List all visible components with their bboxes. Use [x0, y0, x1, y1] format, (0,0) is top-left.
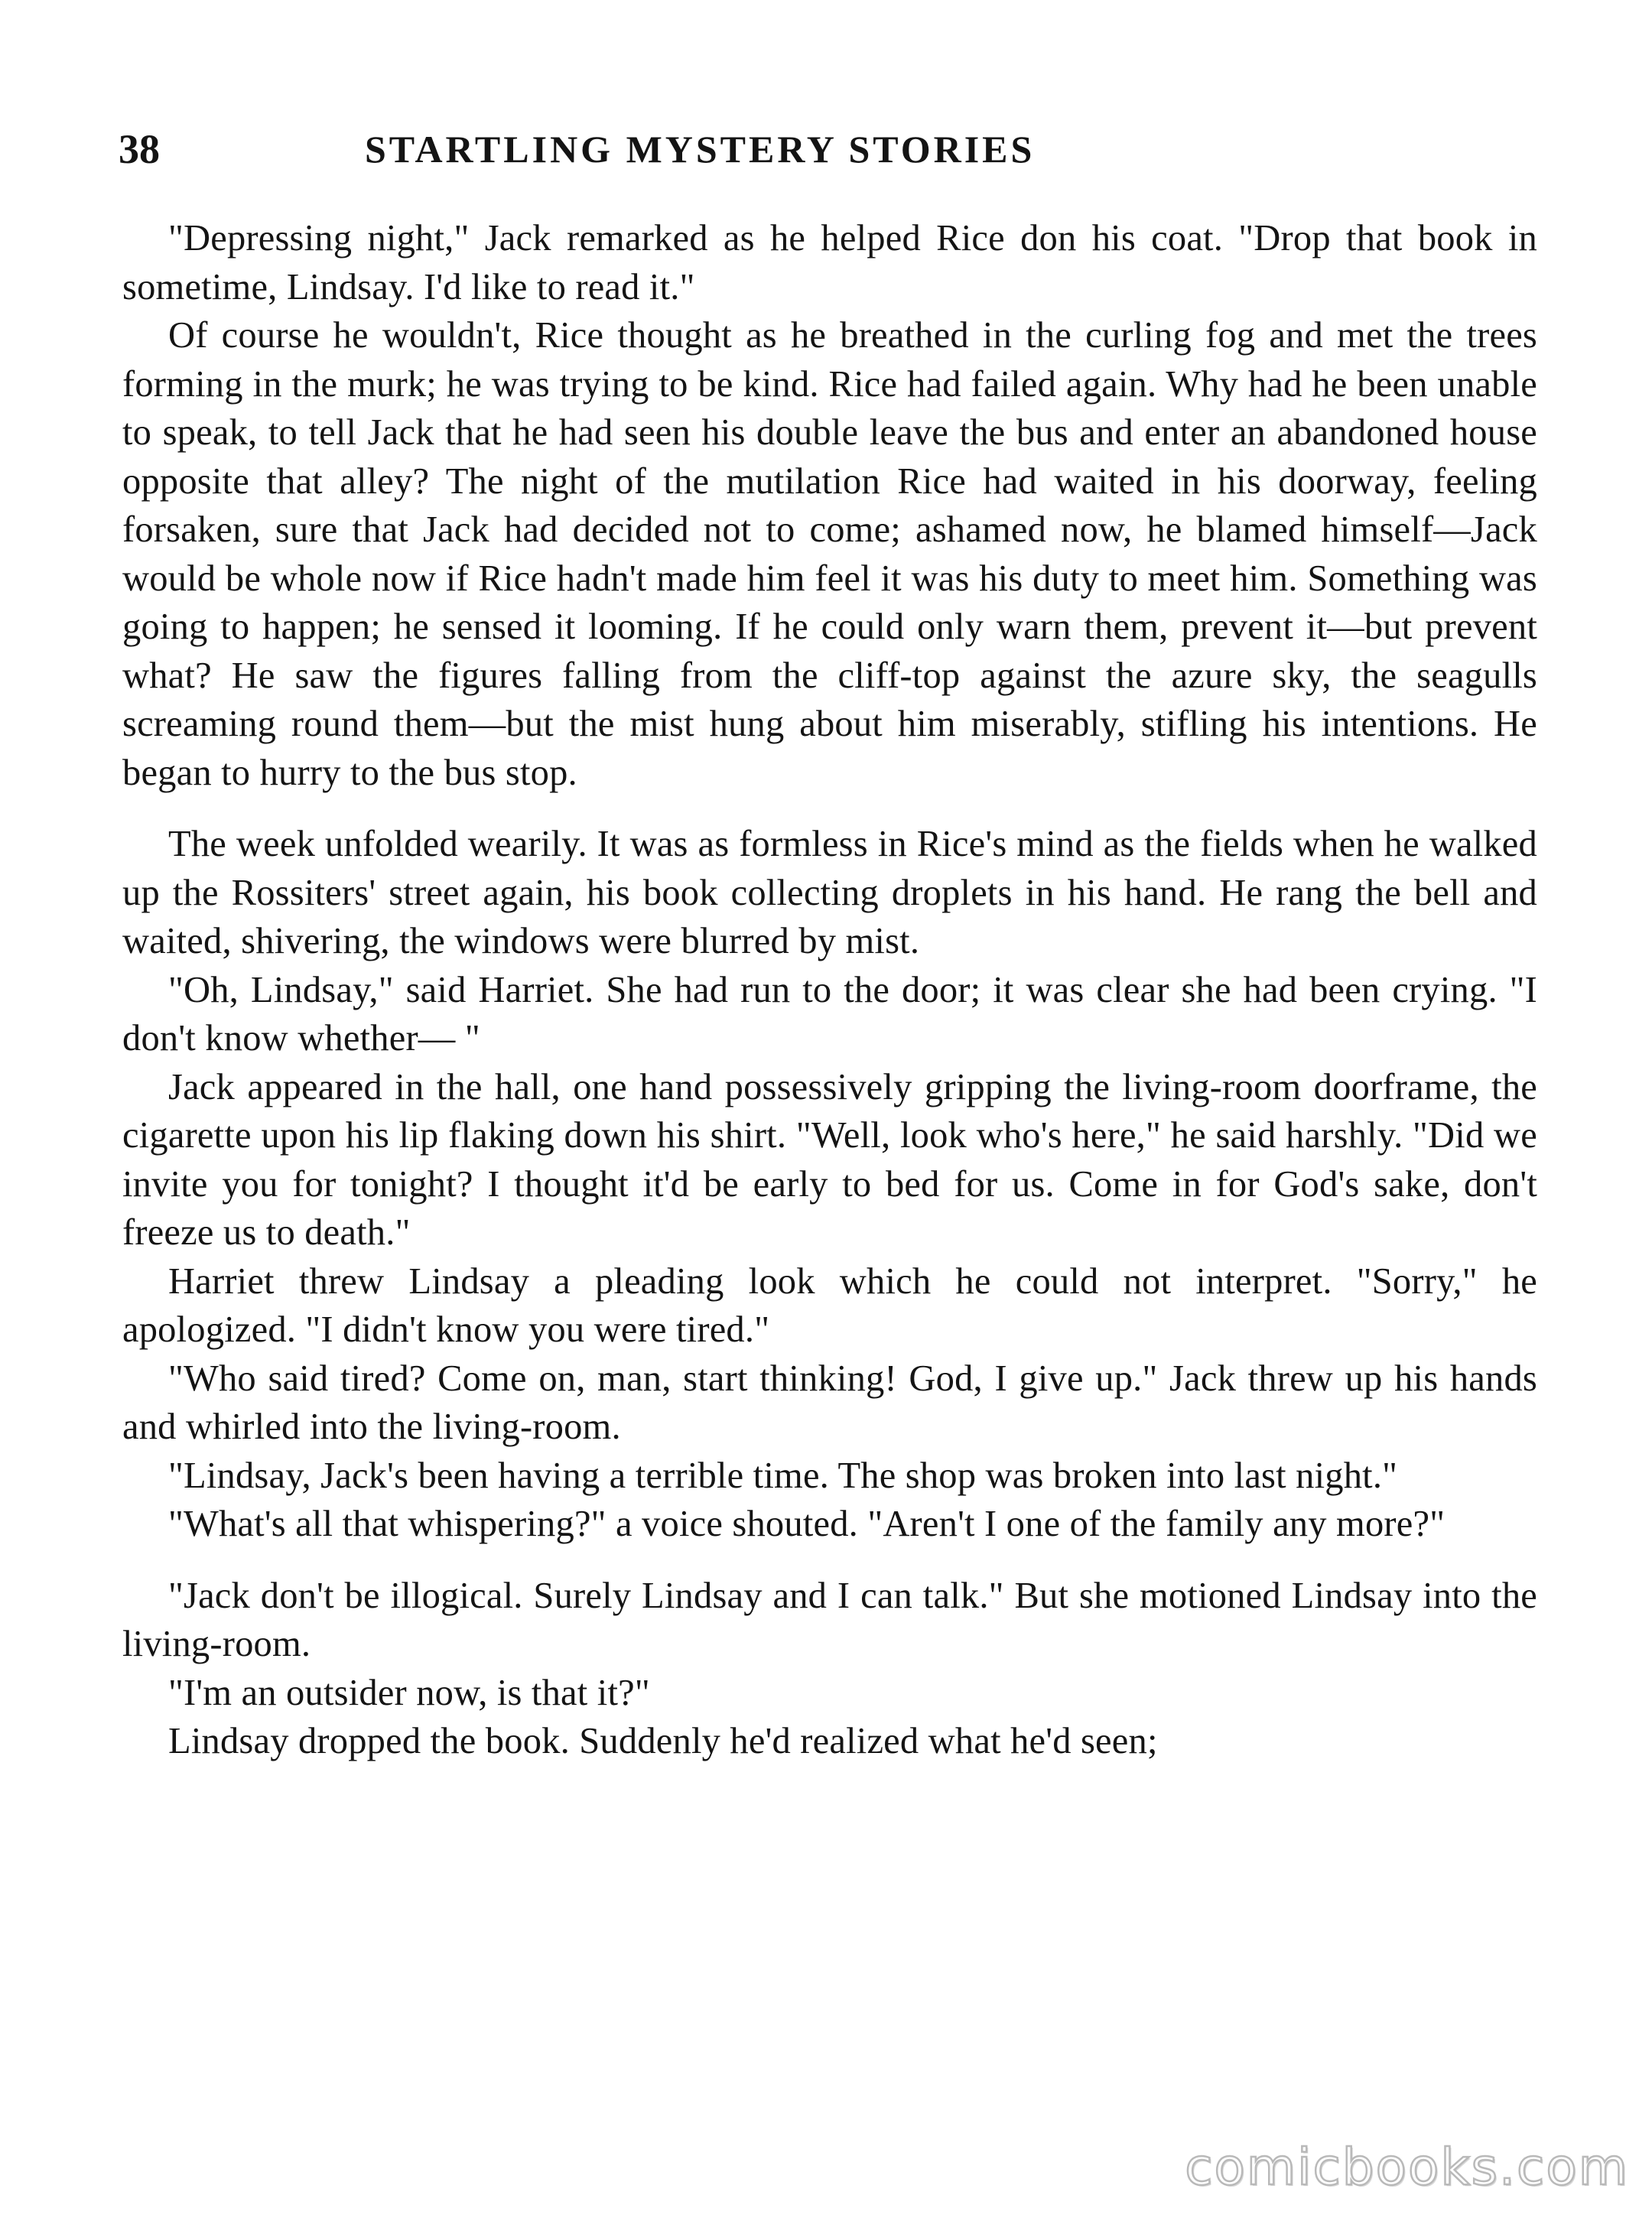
paragraph-3: The week unfolded wearily. It was as formless in Rice's mind as the fields when he walked up the Rossiters' street again, his book collecting droplets in his hand. He rang the bell and waited, shivering, the windows were blurred by mist.	[122, 824, 1537, 961]
paragraph-5: Jack appeared in the hall, one hand possessively gripping the living-room doorframe, the cigarette upon his lip flaking down his shirt. "Well, look who's here," he said harshly. "Did we invite you for tonight? I thought it'd be early to bed for us. Come in for God's sake, don't freeze us to death."	[122, 1066, 1537, 1253]
paragraph-11: "I'm an outsider now, is that it?"	[168, 1672, 650, 1713]
paragraph-9: "What's all that whispering?" a voice shouted. "Aren't I one of the family any more?"	[168, 1504, 1446, 1544]
paragraph-2: Of course he wouldn't, Rice thought as he breathed in the curling fog and met the trees forming in the murk; he was trying to be kind. Rice had failed again. Why had he been unable to speak, to tell Jack that he had seen his double leave the bus and enter an abandoned house opposite that alley? The night of the mutilation Rice had waited in his doorway, feeling forsaken, sure that Jack had decided not to come; ashamed now, he blamed himself—Jack would be whole now if Rice hadn't made him feel it was his duty to meet him. Something was going to happen; he sensed it looming. If he could only warn them, prevent it—but prevent what? He saw the figures falling from the cliff-top against the azure sky, the seagulls screaming round them—but the mist hung about him miserably, stifling his intentions. He began to hurry to the bus stop.	[122, 315, 1537, 793]
paragraph-1: "Depressing night," Jack remarked as he helped Rice don his coat. "Drop that book in sometime, Lindsay. I'd like to read it."	[122, 218, 1537, 307]
page-header	[119, 122, 1556, 176]
paragraph-12: Lindsay dropped the book. Suddenly he'd realized what he'd seen;	[168, 1721, 1158, 1761]
paragraph-6: Harriet threw Lindsay a pleading look which he could not interpret. "Sorry," he apologized. "I didn't know you were tired."	[122, 1260, 1537, 1350]
paragraph-7: "Who said tired? Come on, man, start thinking! God, I give up." Jack threw up his hands and whirled into the living-room.	[122, 1358, 1537, 1447]
site-watermark: comicbooks.com	[1185, 2138, 1629, 2197]
running-title: STARTLING MYSTERY STORIES	[365, 128, 1036, 171]
paragraph-4: "Oh, Lindsay," said Harriet. She had run to the door; it was clear she had been crying. "I don't know whether— "	[122, 969, 1537, 1059]
story-text	[122, 214, 1537, 1766]
paragraph-10: "Jack don't be illogical. Surely Lindsay and I can talk." But she motioned Lindsay into the living-room.	[122, 1575, 1537, 1664]
paragraph-8: "Lindsay, Jack's been having a terrible time. The shop was broken into last night."	[168, 1455, 1398, 1496]
page-number: 38	[119, 126, 160, 172]
